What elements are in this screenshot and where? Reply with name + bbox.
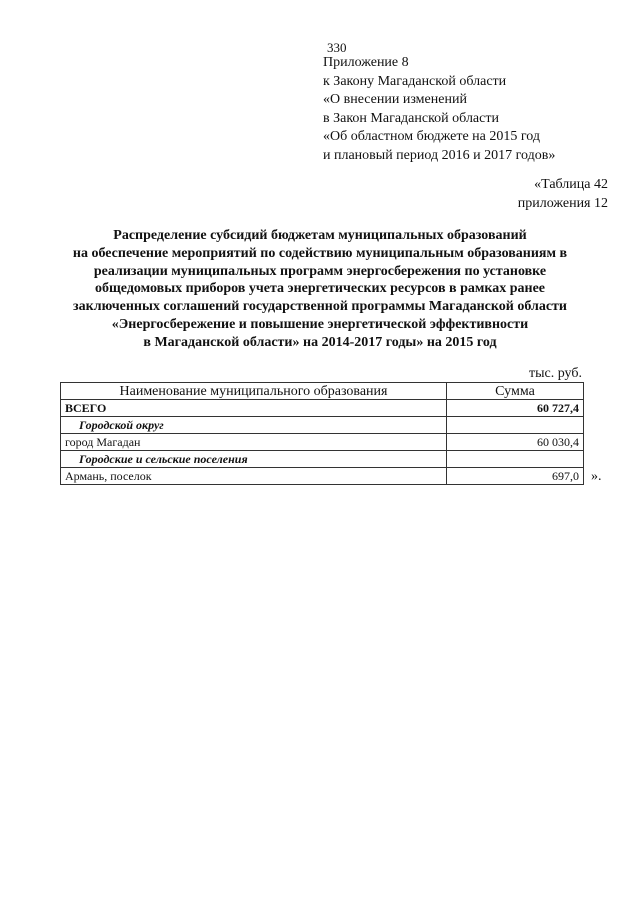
appendix-line: «О внесении изменений — [323, 92, 467, 108]
title-line: на обеспечение мероприятий по содействию муниципальным образованиям в — [72, 245, 568, 261]
row-sum — [447, 451, 584, 468]
page-number: 330 — [327, 40, 347, 55]
title-line: Распределение субсидий бюджетам муниципальных образований — [113, 228, 527, 243]
table-row-group — [61, 417, 584, 434]
column-header-sum: Сумма — [447, 383, 584, 400]
subsidy-table — [60, 382, 584, 485]
title-line: реализации муниципальных программ энергосбережения по установке — [93, 263, 547, 279]
appendix-line: и плановый период 2016 и 2017 годов» — [323, 147, 556, 163]
table-ref-line: приложения 12 — [517, 196, 608, 211]
appendix-line: в Закон Магаданской области — [323, 110, 499, 126]
table-row-total — [61, 400, 584, 417]
row-sum: 60 727,4 — [447, 400, 584, 417]
table-row — [61, 434, 584, 451]
appendix-line: к Закону Магаданской области — [323, 73, 507, 89]
row-name: город Магадан — [61, 434, 447, 451]
row-sum — [447, 417, 584, 434]
table-ref-line: «Таблица 42 — [534, 177, 608, 192]
row-name: Городской округ — [61, 417, 447, 434]
title-line: заключенных соглашений государственной программы Магаданской области — [73, 299, 567, 315]
appendix-reference — [323, 54, 555, 166]
units-label: тыс. руб. — [529, 366, 582, 381]
column-header-name: Наименование муниципального образования — [61, 383, 447, 400]
title-line: в Магаданской области» на 2014-2017 годы» на 2015 год — [143, 334, 497, 350]
title-line: «Энергосбережение и повышение энергетической эффективности — [111, 316, 529, 332]
closing-quote-mark: ». — [591, 469, 602, 484]
row-name: Армань, поселок — [61, 468, 447, 485]
document-title — [40, 227, 600, 352]
table-row-group — [61, 451, 584, 468]
table-reference — [518, 175, 608, 213]
table-header-row — [61, 383, 584, 400]
row-name: Городские и сельские поселения — [61, 451, 447, 468]
row-sum: 697,0 — [447, 468, 584, 485]
appendix-line: Приложение 8 — [323, 55, 409, 70]
appendix-line: «Об областном бюджете на 2015 год — [323, 129, 540, 145]
table-row — [61, 468, 584, 485]
row-name: ВСЕГО — [61, 400, 447, 417]
row-sum: 60 030,4 — [447, 434, 584, 451]
title-line: общедомовых приборов учета энергетических ресурсов в рамках ранее — [94, 281, 546, 297]
